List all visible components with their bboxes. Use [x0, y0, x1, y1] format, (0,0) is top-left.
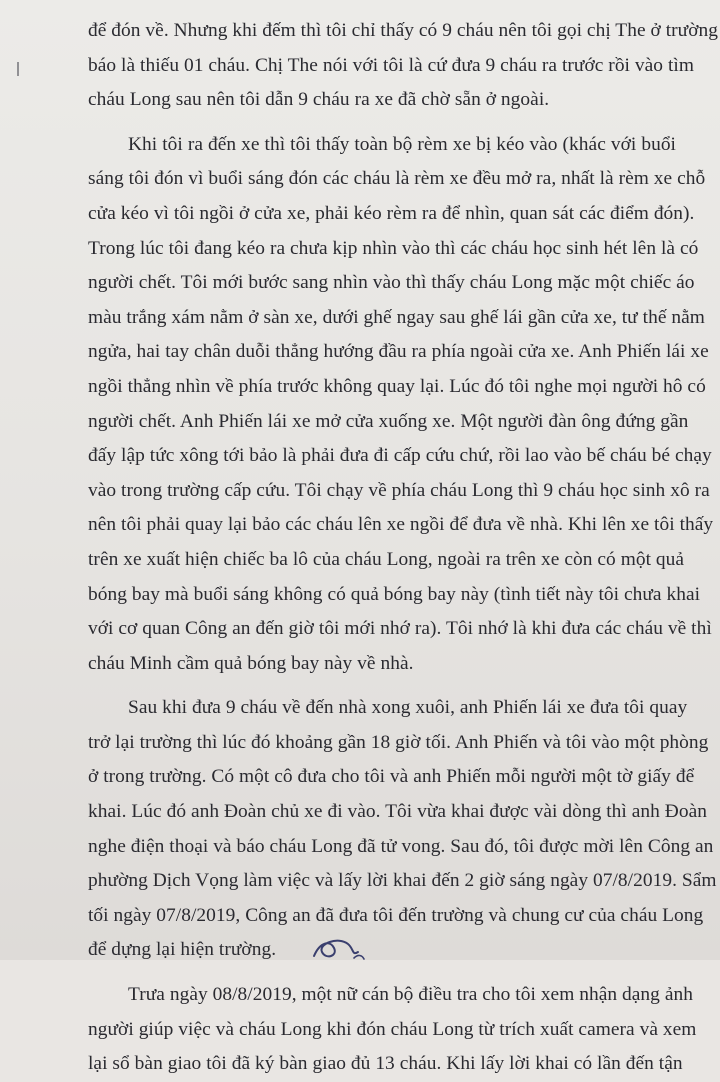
text-line: ở trong trường. Có một cô đưa cho tôi và anh Phiến mỗi người một tờ giấy để — [88, 766, 695, 788]
paragraph-1 — [88, 14, 718, 118]
text-line: người giúp việc và cháu Long khi đón cháu Long từ trích xuất camera và xem — [88, 1018, 697, 1040]
text-line: trở lại trường thì lúc đó khoảng gần 18 giờ tối. Anh Phiến và tôi vào một phòng — [88, 731, 709, 753]
handwritten-signature — [308, 930, 368, 966]
text-line: để dựng lại hiện trường. — [88, 939, 277, 961]
text-line: bóng bay mà buổi sáng không có quả bóng bay này (tình tiết này tôi chưa khai — [88, 583, 701, 605]
text-line: Trong lúc tôi đang kéo ra chưa kịp nhìn vào thì các cháu học sinh hét lên là có — [88, 237, 699, 259]
paragraph-2 — [88, 128, 714, 682]
text-line: để đón về. Nhưng khi đếm thì tôi chỉ thấy có 9 cháu nên tôi gọi chị The ở trường — [88, 20, 718, 41]
text-line: lại sổ bàn giao tôi đã ký bàn giao đủ 13 cháu. Khi lấy lời khai có lần đến tận — [88, 1053, 683, 1075]
text-line: với cơ quan Công an đến giờ tôi mới nhớ ra). Tôi nhớ là khi đưa các cháu về thì — [88, 618, 712, 640]
text-line: Sau khi đưa 9 cháu về đến nhà xong xuôi, anh Phiến lái xe đưa tôi quay — [128, 697, 688, 719]
text-line: ngửa, hai tay chân duỗi thẳng hướng đầu ra phía ngoài cửa xe. Anh Phiến lái xe — [88, 341, 709, 363]
text-line: phường Dịch Vọng làm việc và lấy lời khai đến 2 giờ sáng ngày 07/8/2019. Sẩm — [88, 870, 717, 892]
text-line: trên xe xuất hiện chiếc ba lô của cháu Long, ngoài ra trên xe còn có một quả — [88, 548, 685, 570]
text-line: Trưa ngày 08/8/2019, một nữ cán bộ điều tra cho tôi xem nhận dạng ảnh — [128, 984, 693, 1006]
text-line: người chết. Tôi mới bước sang nhìn vào thì thấy cháu Long mặc một chiếc áo — [88, 272, 695, 294]
text-line: cửa kéo vì tôi ngồi ở cửa xe, phải kéo rèm ra để nhìn, quan sát các điểm đón). — [88, 202, 695, 224]
text-line: báo là thiếu 01 cháu. Chị The nói với tôi là cứ đưa 9 cháu ra trước rồi vào tìm — [88, 54, 694, 76]
text-line: cháu Long sau nên tôi dẫn 9 cháu ra xe đã chờ sẵn ở ngoài. — [88, 89, 550, 111]
text-line: đấy lập tức xông tới bảo là phải đưa đi cấp cứu chứ, rồi lao vào bế cháu bé chạy — [88, 445, 712, 467]
paragraph-3 — [88, 691, 717, 968]
margin-mark — [17, 62, 19, 76]
text-line: người chết. Anh Phiến lái xe mở cửa xuống xe. Một người đàn ông đứng gần — [88, 410, 689, 432]
text-line: Khi tôi ra đến xe thì tôi thấy toàn bộ rèm xe bị kéo vào (khác với buổi — [128, 133, 676, 155]
text-line: vào trong trường cấp cứu. Tôi chạy về phía cháu Long thì 9 cháu học sinh xô ra — [88, 479, 710, 501]
text-line: nghe điện thoại và báo cháu Long đã tử vong. Sau đó, tôi được mời lên Công an — [88, 835, 714, 857]
text-line: nên tôi phải quay lại bảo các cháu lên xe ngồi để đưa về nhà. Khi lên xe tôi thấy — [88, 514, 714, 536]
text-line: ngồi thẳng nhìn về phía trước không quay lại. Lúc đó tôi nghe mọi người hô có — [88, 375, 706, 397]
text-line: tối ngày 07/8/2019, Công an đã đưa tôi đến trường và chung cư của cháu Long — [88, 904, 704, 926]
text-line: sáng tôi đón vì buổi sáng đón các cháu là rèm xe đều mở ra, nhất là rèm xe chỗ — [88, 168, 706, 190]
text-line: khai. Lúc đó anh Đoàn chủ xe đi vào. Tôi vừa khai được vài dòng thì anh Đoàn — [88, 801, 707, 823]
paragraph-4 — [88, 978, 697, 1082]
text-line: màu trắng xám nằm ở sàn xe, dưới ghế ngay sau ghế lái gần cửa xe, tư thế nằm — [88, 306, 705, 328]
text-line: cháu Minh cầm quả bóng bay này về nhà. — [88, 652, 414, 674]
document-body — [88, 14, 718, 1082]
